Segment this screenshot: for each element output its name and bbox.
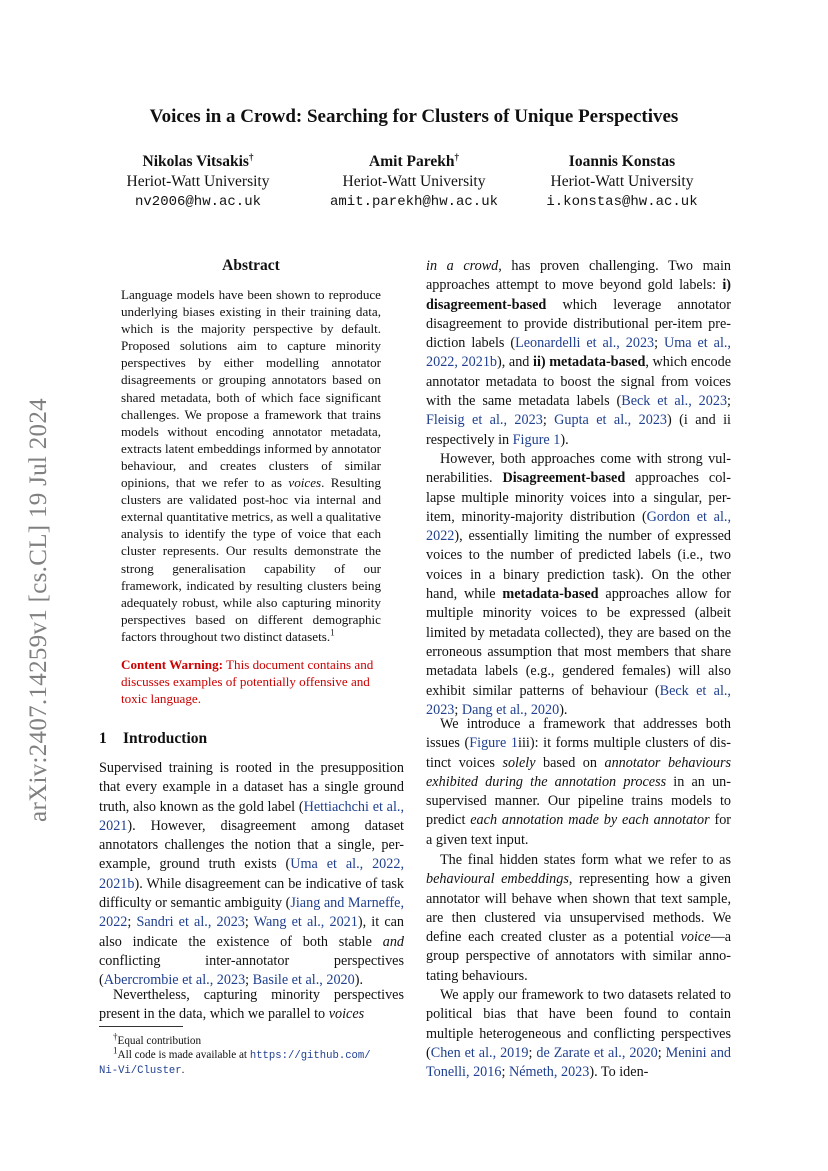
intro-paragraph: We apply our framework to two datasets related to political bias that have been found to contain multiple heterogeneous and conflicting perspectives (Chen et al., 2019; de Zarate et al., 2020; Menini and Tonelli, 2016; Németh, 2023). To iden-: [426, 987, 732, 1081]
abstract-text: Language models have been shown to reproduce underlying biases existing in their training data, which is the majority perspective by default. Proposed solutions aim to capture minority perspectives by either modelling annotator disagreements or grouping annotators based on shared metadata, both of which face significant challenges. We propose a framework that trains models without encoding annotator metadata, extracts latent embeddings informed by annotator behaviour, and creates clusters of similar opinions, that we refer to as voices. Resulting clusters are validated post-hoc via internal and external quantitative metrics, as well a qualitative analysis to identify the type of voice that each cluster represents. Our results demonstrate the strong generalisation capability of our framework, indicated by resulting clusters being adequately robust, while also capturing minority perspectives based on different demographic factors throughout two distinct datasets.$^1$: [121, 287, 381, 644]
citation-link[interactable]: Wang et al., 2021: [253, 914, 358, 931]
citation-link[interactable]: Sandri et al., 2023: [136, 914, 245, 931]
intro-paragraph: However, both approaches come with strong vulnerabilities. Disagreement-based approaches collapse multiple minority voices into a singular, per-item, minority-majority distribution (Gordon et al., 2022), essentially limiting the number of expressed voices to the number of predicted labels (i.e., two voices in a binary prediction task). On the other hand, while metadata-based approaches allow for multiple minority voices to be expressed (albeit limited by metadata collected), they are based on the erroneous assumption that most members that share metadata labels (e.g., gendered females) will also exhibit similar patterns of behaviour (Beck et al., 2023; Dang et al., 2020).: [426, 451, 731, 718]
paper-title: Voices in a Crowd: Searching for Clusters of Unique Perspectives: [149, 106, 679, 127]
citation-link[interactable]: Dang et al., 2020: [461, 701, 560, 718]
citation-link[interactable]: Chen et al., 2019: [430, 1044, 529, 1061]
figure-link[interactable]: Figure 1: [469, 735, 519, 752]
citation-link[interactable]: Jiang and Marneffe, 2022: [99, 895, 404, 931]
citation-link[interactable]: de Zarate et al., 2020: [536, 1044, 658, 1061]
author-block: [502, 152, 742, 212]
citation-link[interactable]: Fleisig et al., 2023: [426, 412, 543, 429]
author-affiliation: Heriot-Watt University: [126, 173, 270, 190]
footnote: †Equal contribution: [113, 1031, 202, 1047]
section-title: Introduction: [123, 730, 208, 747]
author-email: nv2006@hw.ac.uk: [134, 194, 262, 210]
author-email: i.konstas@hw.ac.uk: [546, 194, 698, 210]
citation-link[interactable]: Uma et al., 2022, 2021b: [426, 335, 731, 371]
figure-link[interactable]: Figure 1: [512, 431, 561, 448]
citation-link[interactable]: Gordon et al., 2022: [426, 508, 731, 545]
author-name: Ioannis Konstas: [568, 153, 676, 170]
section-number: 1: [99, 730, 107, 747]
citation-link[interactable]: Abercrombie et al., 2023: [103, 972, 246, 989]
content-warning: Content Warning: This document contains and discusses examples of potentially offensive and toxic language.: [121, 657, 374, 707]
arxiv-identifier: arXiv:2407.14259v1 [cs.CL] 19 Jul 2024: [25, 398, 52, 822]
author-email: amit.parekh@hw.ac.uk: [329, 194, 499, 210]
equal-contribution-mark: †: [454, 151, 459, 162]
citation-link[interactable]: Menini and Tonelli, 2016: [426, 1044, 732, 1081]
intro-paragraph: in a crowd, has proven challenging. Two main approaches attempt to move beyond gold labels: i) disagreement-based which leverage annotator disagreement to provide distributional per-item prediction labels (Leonardelli et al., 2023; Uma et al., 2022, 2021b), and ii) metadata-based, which encode annotator metadata to boost the signal from voices with the same metadata labels (Beck et al., 2023; Fleisig et al., 2023; Gupta et al., 2023) (i and ii respectively in Figure 1).: [426, 258, 731, 448]
intro-paragraph: The final hidden states form what we refer to as behavioural embeddings, representing how a given annotator will behave when shown that text sample, are then clustered via unsupervised methods. We define each created cluster as a potential voice—a group perspective of annotators with similar annotating behaviours.: [426, 852, 731, 984]
equal-contribution-mark: †: [248, 151, 254, 162]
citation-link[interactable]: Leonardelli et al., 2023: [515, 335, 655, 352]
author-affiliation: Heriot-Watt University: [550, 173, 694, 190]
citation-link[interactable]: Basile et al., 2020: [252, 972, 355, 989]
footnote: $^1$All code is made available at https://github.com/ Ni-Vi/Cluster.: [99, 1045, 371, 1077]
citation-link[interactable]: Németh, 2023: [508, 1064, 590, 1081]
citation-link[interactable]: Hettiachchi et al., 2021: [99, 798, 404, 834]
section-heading: [99, 730, 207, 748]
citation-link[interactable]: Gupta et al., 2023: [554, 412, 668, 429]
intro-paragraph: We introduce a framework that addresses both issues (Figure 1iii): it forms multiple clusters of distinct voices solely based on annotator behaviours exhibited during the annotation process in an unsupervised manner. Our pipeline trains models to predict each annotation made by each annotator for a given text input.: [426, 716, 732, 848]
abstract-heading: Abstract: [222, 257, 280, 274]
intro-paragraph: Supervised training is rooted in the presupposition that every example in a dataset has a single ground truth, also known as the gold label (Hettiachchi et al., 2021). However, disagreement among dataset annotators challenges the notion that a single, per-example, ground truth exists (Uma et al., 2022, 2021b). While disagreement can be indicative of task difficulty or semantic ambiguity (Jiang and Marneffe, 2022; Sandri et al., 2023; Wang et al., 2021), it can also indicate the existence of both stable and conflicting inter-annotator perspectives (Abercrombie et al., 2023; Basile et al., 2020).: [99, 760, 405, 989]
author-affiliation: Heriot-Watt University: [342, 173, 486, 190]
footnote-mark: 1: [330, 627, 335, 638]
author-name: Nikolas Vitsakis: [142, 153, 249, 170]
footnote-divider: [99, 1026, 183, 1027]
author-block: [294, 152, 534, 212]
author-name: Amit Parekh: [369, 153, 455, 170]
intro-paragraph: Nevertheless, capturing minority perspectives present in the data, which we parallel to voices: [99, 987, 404, 1023]
code-url-link[interactable]: https://github.com/ Ni-Vi/Cluster: [99, 1050, 371, 1077]
citation-link[interactable]: Beck et al., 2023: [621, 393, 728, 410]
citation-link[interactable]: Beck et al., 2023: [426, 682, 731, 718]
author-block: [78, 152, 318, 212]
arxiv-sidebar: [14, 370, 64, 850]
citation-link[interactable]: Uma et al., 2022, 2021b: [99, 856, 404, 892]
content-warning-label: Content Warning:: [121, 657, 223, 672]
